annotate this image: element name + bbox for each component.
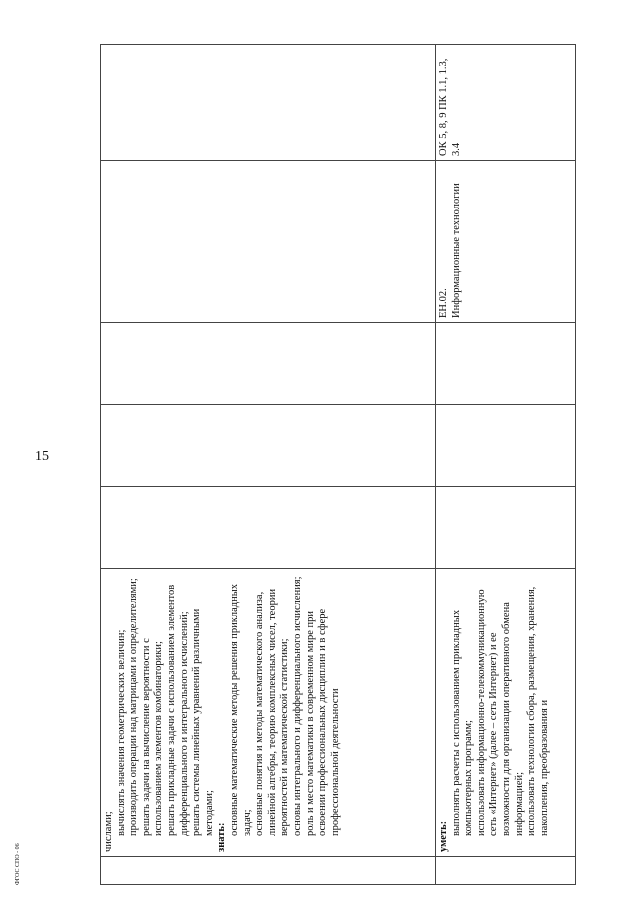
empty-cell <box>436 405 576 487</box>
content-line: решать задачи на вычисление вероятности с использованием элементов комбинаторики; <box>140 638 165 836</box>
curriculum-table <box>100 44 576 885</box>
empty-cell <box>101 857 436 885</box>
table-row <box>101 45 436 885</box>
know-label: знать: <box>216 822 228 852</box>
skill-line: использовать информационно-телекоммуникационную сеть «Интернет» (далее – сеть Интернет) и ее возможности для организации оперативного обмена информацией; <box>475 589 525 836</box>
empty-cell <box>436 857 576 885</box>
table-row <box>436 45 576 885</box>
discipline-name: Информационные технологии <box>450 183 462 318</box>
skill-line: выполнять расчеты с использованием прикладных компьютерных программ; <box>450 609 475 836</box>
discipline-code: ЕН.02. <box>438 288 449 318</box>
landscape-table-wrapper <box>100 45 575 885</box>
empty-cell <box>101 323 436 405</box>
discipline-cell <box>101 161 436 323</box>
content-line: производить операции над матрицами и определителями; <box>128 578 140 836</box>
competencies-cell <box>101 45 436 161</box>
footer-label <box>12 843 24 897</box>
content-line: числами; <box>103 811 114 852</box>
content-line: вычислять значения геометрических величин; <box>115 629 127 836</box>
competencies-cell: ОК 5, 8, 9 ПК 1.1, 1.3, 3.4 <box>436 45 576 161</box>
know-line: основы интегрального и дифференциального исчисления; <box>291 576 303 836</box>
footer-text: ФГОС СПО - 06 <box>15 843 21 885</box>
content-line: решать прикладные задачи с использованием элементов дифференциального и интегрального исчислений; <box>165 584 190 836</box>
know-line: основные понятия и методы математического анализа, линейной алгебры, теорию комплексных чисел, теории вероятностей и математической статистики; <box>254 588 291 836</box>
skill-label: уметь: <box>438 820 449 852</box>
know-line: основные математические методы решения прикладных задач; <box>228 583 253 836</box>
skill-line: использовать технологии сбора, размещения, хранения, накопления, преобразования и <box>526 586 550 836</box>
page-number: 15 <box>35 449 49 464</box>
empty-cell <box>101 487 436 569</box>
skills-cell <box>436 569 576 857</box>
empty-cell <box>101 405 436 487</box>
content-line: решать системы линейных уравнений различными методами; <box>191 608 215 836</box>
know-line: роль и место математики в современном мире при освоении профессиональных дисциплин и в сфере профессиональной деятельности <box>304 608 341 836</box>
requirements-cell <box>101 569 436 857</box>
empty-cell <box>436 323 576 405</box>
empty-cell <box>436 487 576 569</box>
discipline-cell <box>436 161 576 323</box>
